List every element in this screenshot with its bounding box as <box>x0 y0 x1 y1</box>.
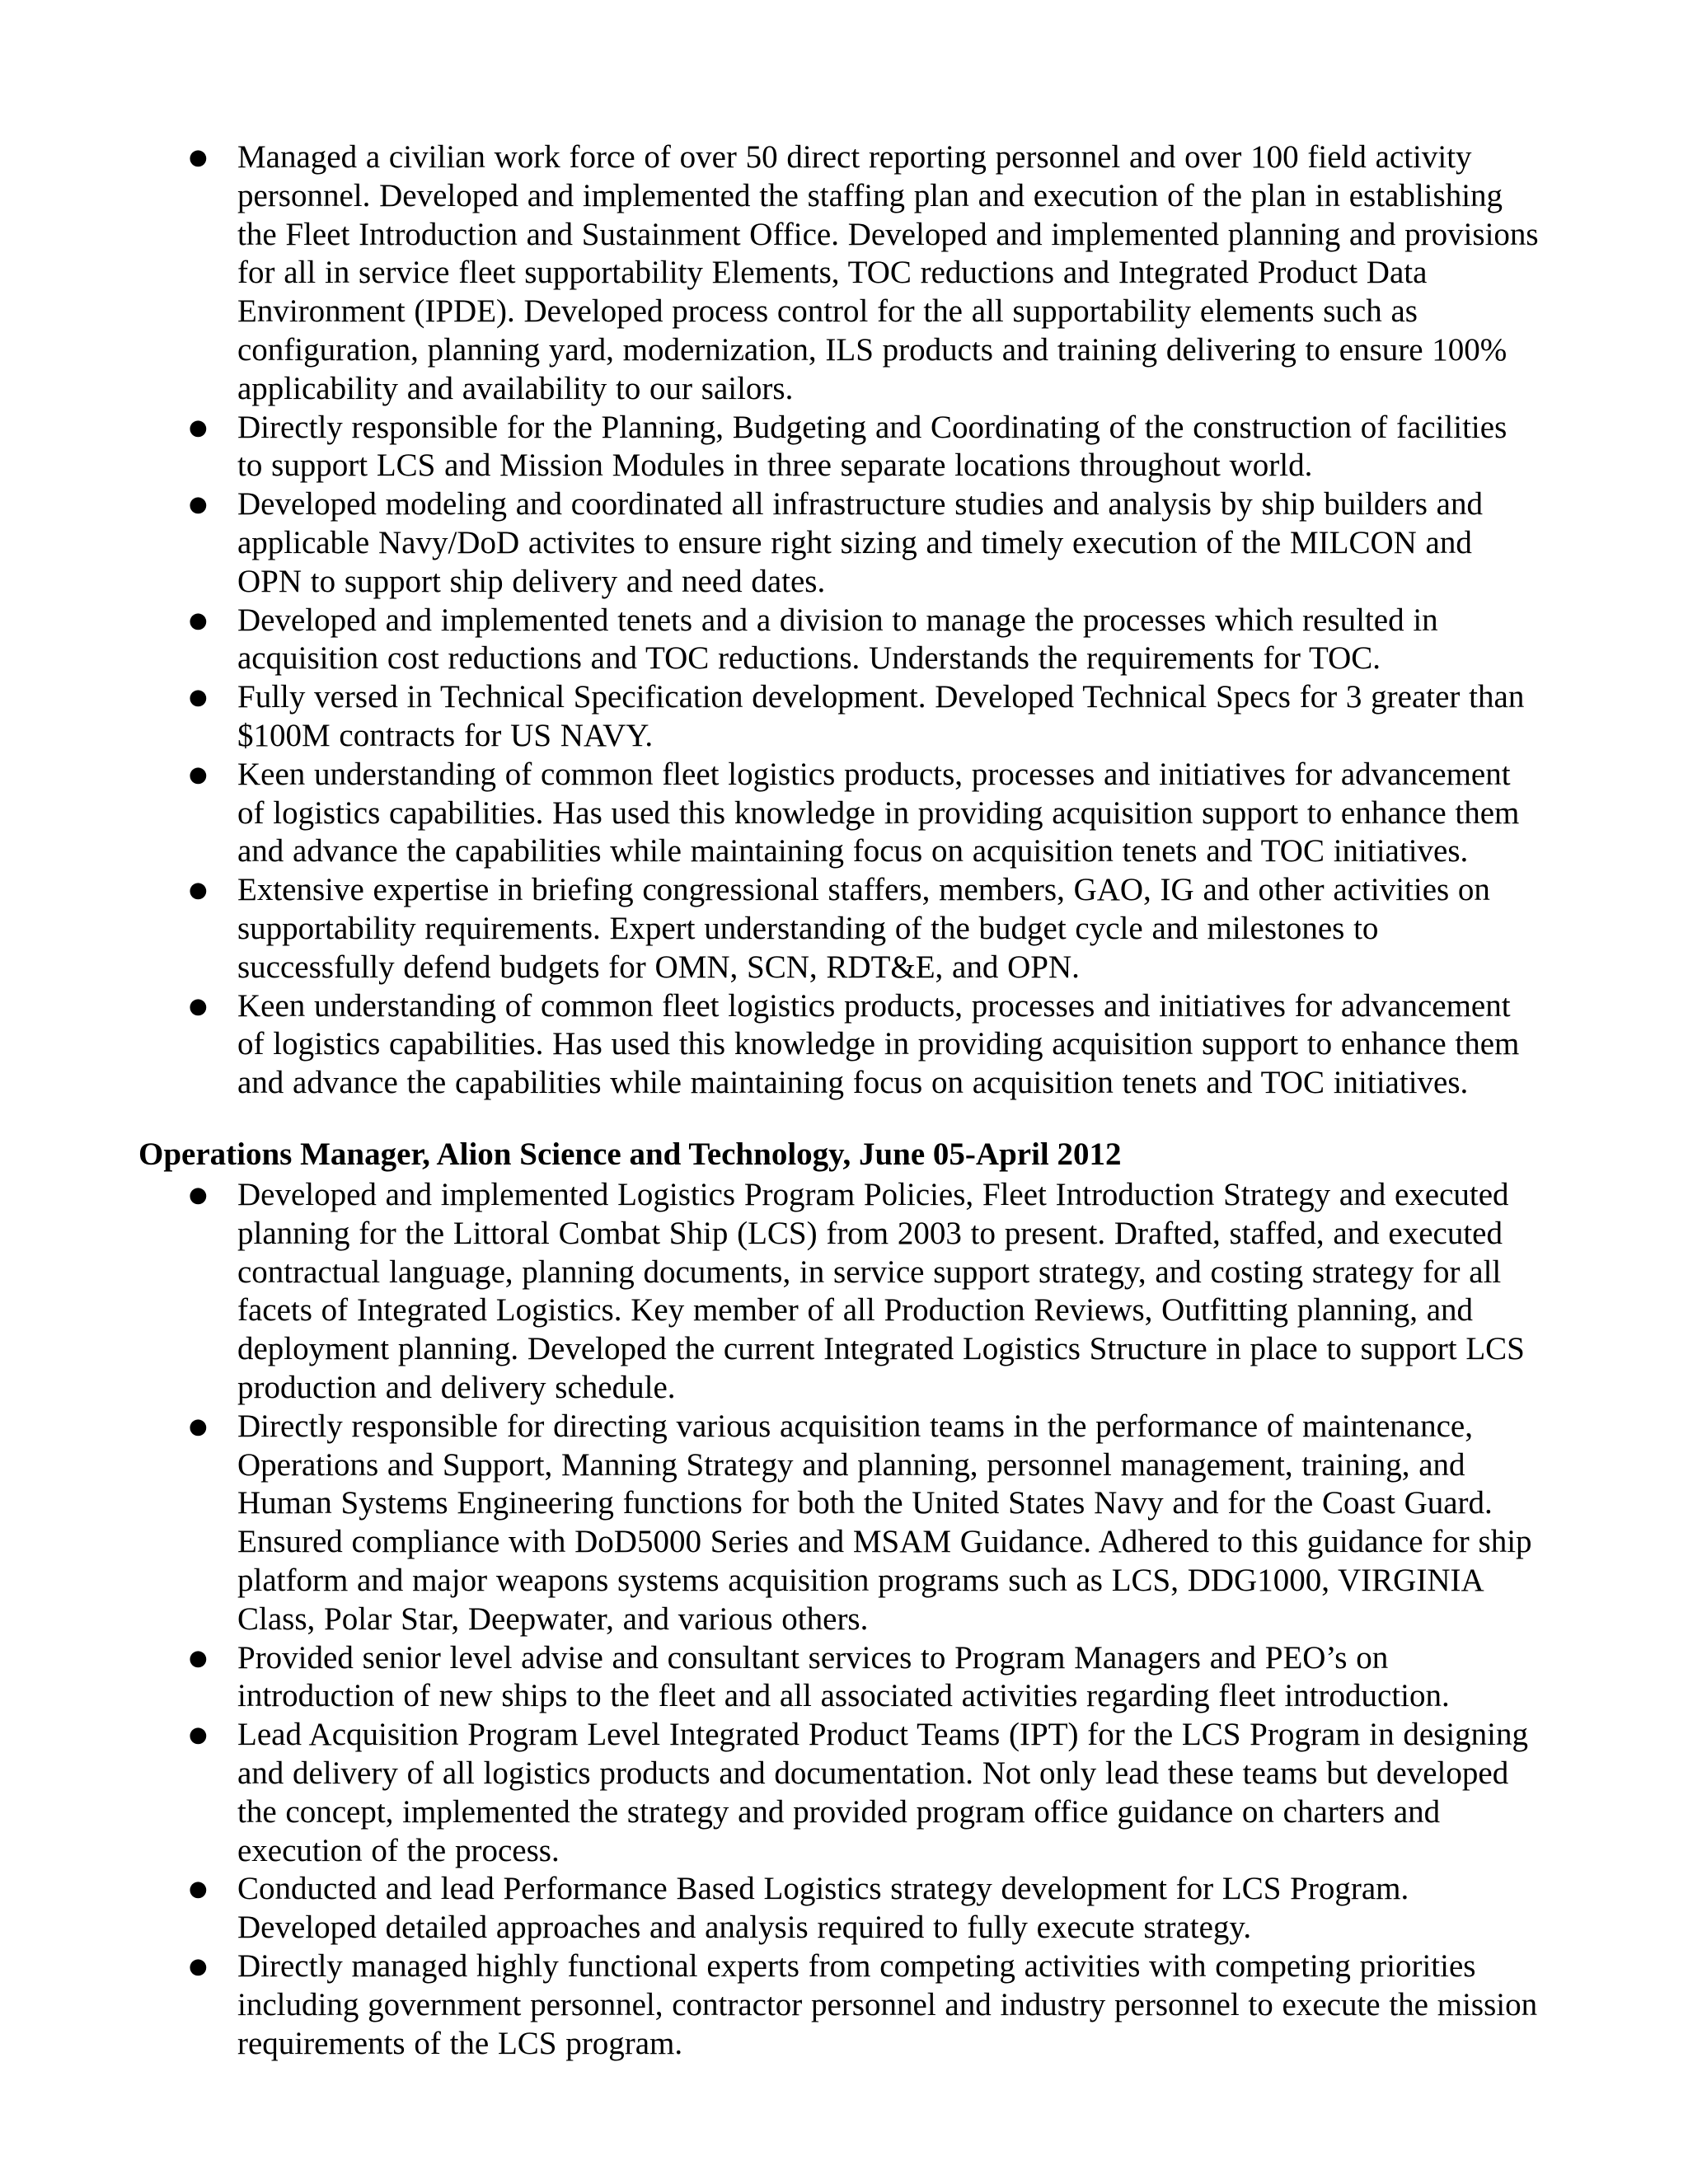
list-item <box>0 1870 1540 1947</box>
list-item <box>0 1716 1540 1870</box>
list-item <box>0 678 1540 756</box>
list-item <box>0 1947 1540 2063</box>
bullet-icon: ● <box>189 685 208 710</box>
bullet-icon: ● <box>189 415 208 440</box>
bullet-icon: ● <box>189 1183 208 1207</box>
list-item-text: Directly responsible for directing various acquisition teams in the performance of maintenance, Operations and Support, Manning Strategy and planning, personnel management, training, and Human Systems Engineering functions for both the United States Navy and for the Coast Guard. Ensured compliance with DoD5000 Series and MSAM Guidance. Adhered to this guidance for ship platform and major weapons systems acquisition programs such as LCS, DDG1000, VIRGINIA Class, Polar Star, Deepwater, and various others. <box>237 1408 1532 1637</box>
list-item-text: Developed modeling and coordinated all infrastructure studies and analysis by ship builders and applicable Navy/DoD activites to ensure right sizing and timely execution of the MILCON and OPN to support ship delivery and need dates. <box>237 486 1483 599</box>
bullet-icon: ● <box>189 1413 208 1439</box>
list-item-text: Keen understanding of common fleet logistics products, processes and initiatives for advancement of logistics capabilities. Has used this knowledge in providing acquisition support to enhance them and advance the capabilities while maintaining focus on acquisition tenets and TOC initiatives. <box>237 756 1520 869</box>
list-item <box>0 409 1540 486</box>
bullet-icon: ● <box>189 878 208 903</box>
list-item-text: Developed and implemented tenets and a division to manage the processes which resulted in acquisition cost reductions and TOC reductions. Understands the requirements for TOC. <box>237 602 1438 677</box>
list-item-text: Developed and implemented Logistics Program Policies, Fleet Introduction Strategy and executed planning for the Littoral Combat Ship (LCS) from 2003 to present. Drafted, staffed, and executed contractual language, planning documents, in service support strategy, and costing strategy for all facets of Integrated Logistics. Key member of all Production Reviews, Outfitting planning, and deployment planning. Developed the current Integrated Logistics Structure in place to support LCS production and delivery schedule. <box>237 1177 1525 1405</box>
bullet-icon: ● <box>189 1645 208 1671</box>
bullet-list-previous-role <box>0 138 1688 1103</box>
list-item <box>0 1176 1540 1408</box>
bullet-icon: ● <box>189 492 208 518</box>
bullet-icon: ● <box>189 1722 208 1748</box>
list-item <box>0 756 1540 871</box>
list-item-text: Lead Acquisition Program Level Integrated Product Teams (IPT) for the LCS Program in designing and delivery of all logistics products and documentation. Not only lead these teams but developed the concept, implemented the strategy and provided program office guidance on charters and execution of the process. <box>237 1717 1528 1868</box>
list-item-text: Keen understanding of common fleet logistics products, processes and initiatives for advancement of logistics capabilities. Has used this knowledge in providing acquisition support to enhance them and advance the capabilities while maintaining focus on acquisition tenets and TOC initiatives. <box>237 987 1520 1101</box>
list-item-text: Directly managed highly functional experts from competing activities with competing priorities including government personnel, contractor personnel and industry personnel to execute the mission requirements of the LCS program. <box>237 1947 1538 2061</box>
bullet-icon: ● <box>189 145 208 170</box>
list-item <box>0 602 1540 679</box>
list-item <box>0 987 1540 1103</box>
list-item <box>0 485 1540 601</box>
list-item-text: Managed a civilian work force of over 50 direct reporting personnel and over 100 field activity personnel. Developed and implemented the staffing plan and execution of the plan in establishing the Fleet Introduction and Sustainment Office. Developed and implemented planning and provisions for all in service fleet supportability Elements, TOC reductions and Integrated Product Data Environment (IPDE). Developed process control for the all supportability elements such as configuration, planning yard, modernization, ILS products and training delivering to ensure 100% applicability and availability to our sailors. <box>237 139 1539 406</box>
list-item-text: Extensive expertise in briefing congressional staffers, members, GAO, IG and other activities on supportability requirements. Expert understanding of the budget cycle and milestones to successfully defend budgets for OMN, SCN, RDT&E, and OPN. <box>237 872 1490 985</box>
bullet-icon: ● <box>189 762 208 787</box>
section-heading-operations-manager: Operations Manager, Alion Science and Technology, June 05-April 2012 <box>138 1137 1122 1172</box>
list-item <box>0 1408 1540 1639</box>
bullet-icon: ● <box>189 1953 208 1979</box>
list-item-text: Directly responsible for the Planning, Budgeting and Coordinating of the construction of facilities to support LCS and Mission Modules in three separate locations throughout world. <box>237 409 1507 484</box>
bullet-icon: ● <box>189 607 208 633</box>
list-item <box>0 871 1540 987</box>
list-item-text: Fully versed in Technical Specification development. Developed Technical Specs for 3 greater than $100M contracts for US NAVY. <box>237 679 1525 753</box>
bullet-list-operations-manager <box>0 1176 1688 2063</box>
list-item-text: Conducted and lead Performance Based Logistics strategy development for LCS Program. Developed detailed approaches and analysis required to fully execute strategy. <box>237 1871 1409 1946</box>
bullet-icon: ● <box>189 1877 208 1902</box>
bullet-icon: ● <box>189 993 208 1019</box>
list-item <box>0 138 1540 409</box>
list-item-text: Provided senior level advise and consultant services to Program Managers and PEO’s on introduction of new ships to the fleet and all associated activities regarding fleet introduction. <box>237 1639 1450 1714</box>
list-item <box>0 1639 1540 1717</box>
